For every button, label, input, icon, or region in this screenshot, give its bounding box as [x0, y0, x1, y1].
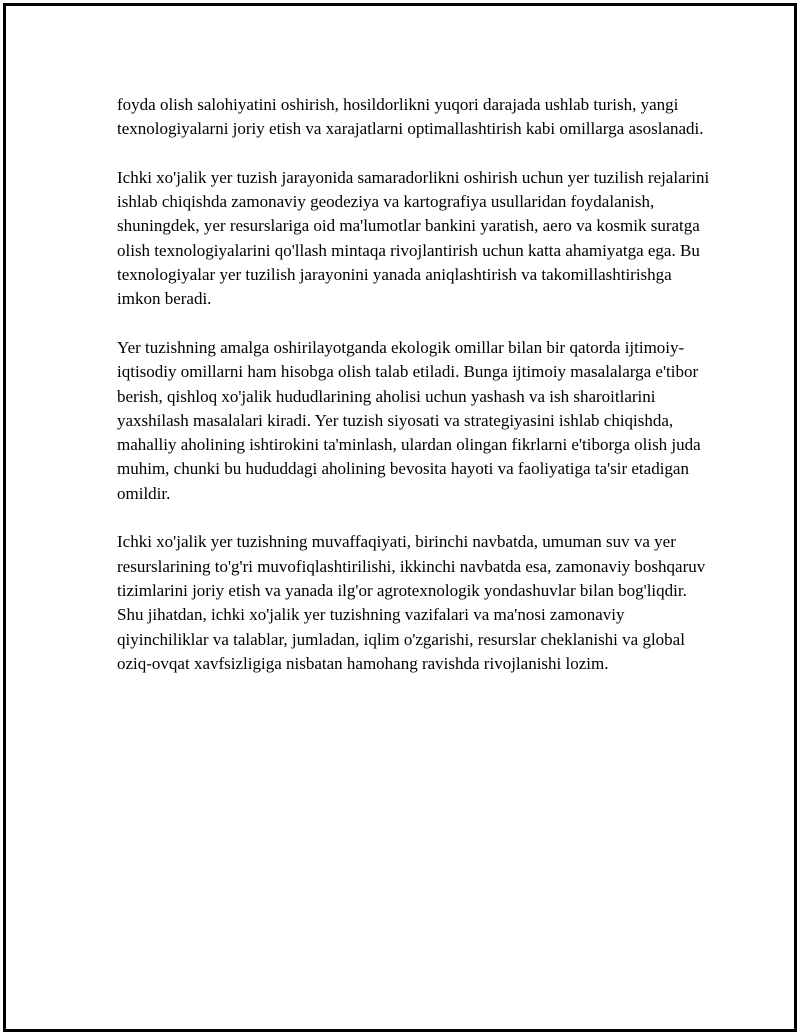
paragraph: foyda olish salohiyatini oshirish, hosildorlikni yuqori darajada ushlab turish, yangi texnologiyalarni joriy etish va xarajatlarni optimallashtirish kabi omillarga asoslanadi.	[117, 95, 704, 139]
paragraph: Yer tuzishning amalga oshirilayotganda ekologik omillar bilan bir qatorda ijtimoiy-iqtisodiy omillarni ham hisobga olish talab etiladi. Bunga ijtimoiy masalalarga e'tibor berish, qishloq xo'jalik hududlarining aholisi uchun yashash va ish sharoitlarini yaxshilash masalalari kiradi. Yer tuzish siyosati va strategiyasini ishlab chiqishda, mahalliy aholining ishtirokini ta'minlash, ulardan olingan fikrlarni e'tiborga olish juda muhim, chunki bu hududdagi aholining bevosita hayoti va faoliyatiga ta'sir etadigan omildir.	[117, 337, 701, 503]
paragraph: Ichki xo'jalik yer tuzish jarayonida samaradorlikni oshirish uchun yer tuzilish rejalarini ishlab chiqishda zamonaviy geodeziya va kartografiya usullaridan foydalanish, shuningdek, yer resurslariga oid ma'lumotlar bankini yaratish, aero va kosmik suratga olish texnologiyalarini qo'llash mintaqa rivojlantirish uchun katta ahamiyatga ega. Bu texnologiyalar yer tuzilish jarayonini yanada aniqlashtirish va takomillashtirishga imkon beradi.	[117, 167, 710, 309]
document-body	[117, 93, 717, 700]
paragraph: Ichki xo'jalik yer tuzishning muvaffaqiyati, birinchi navbatda, umuman suv va yer resurslarining to'g'ri muvofiqlashtirilishi, ikkinchi navbatda esa, zamonaviy boshqaruv tizimlarini joriy etish va yanada ilg'or agrotexnologik yondashuvlar bilan bog'liqdir. Shu jihatdan, ichki xo'jalik yer tuzishning vazifalari va ma'nosi zamonaviy qiyinchiliklar va talablar, jumladan, iqlim o'zgarishi, resurslar cheklanishi va global oziq-ovqat xavfsizligiga nisbatan hamohang ravishda rivojlanishi lozim.	[117, 532, 706, 673]
